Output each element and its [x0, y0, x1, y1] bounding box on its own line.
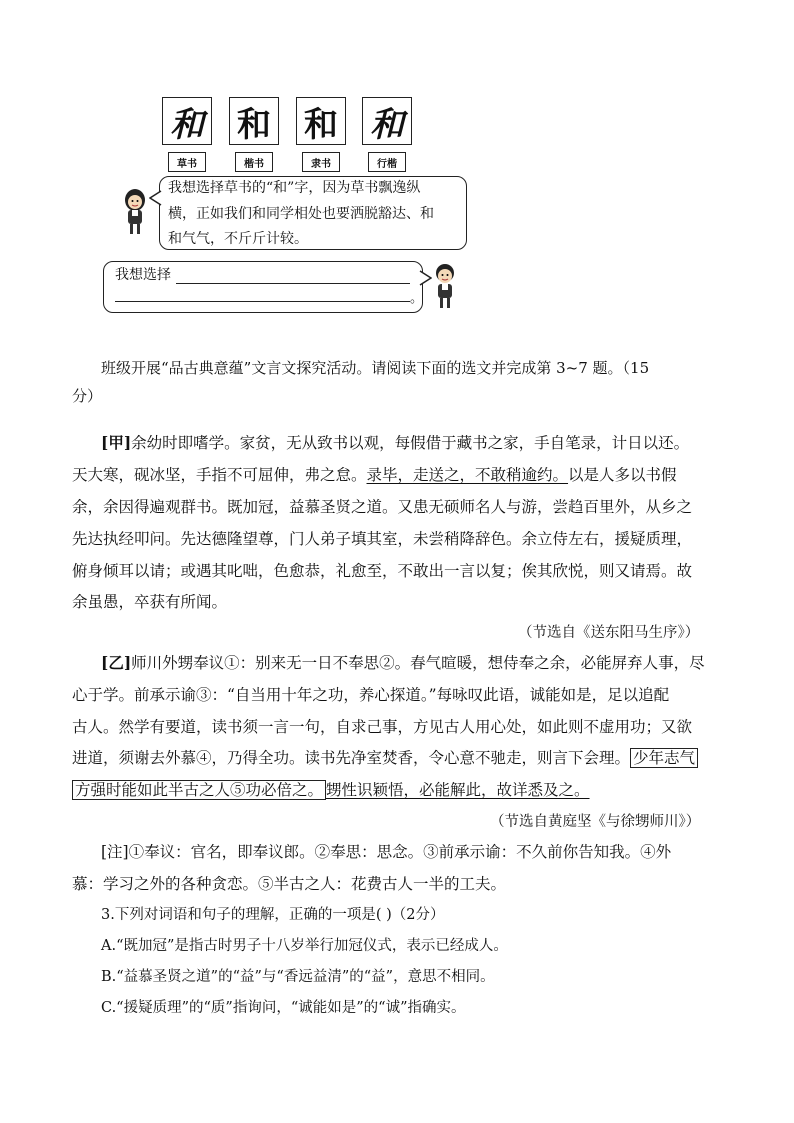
jia-line-1: [甲]余幼时即嗜学。家贫，无从致书以观，每假借于藏书之家，手自笔录，计日以还。 — [101, 433, 690, 452]
intro-line-1: 班级开展“品古典意蕴”文言文探究活动。请阅读下面的选文并完成第 3~7 题。（15 — [101, 359, 650, 377]
yi-underlined-sentence: 甥性识颖悟，必能解此，故详悉及之。 — [326, 781, 590, 799]
student-boy-icon — [430, 262, 460, 310]
bubble-2-prompt: 我想选择 — [115, 267, 171, 283]
calligraphy-clerical: 和 — [296, 97, 346, 145]
jia-tag: [甲] — [101, 433, 132, 452]
jia-underlined-sentence: 录毕，走送之，不敢稍逾约。 — [366, 466, 569, 484]
question-stem: 3.下列对词语和句子的理解，正确的一项是( )（2分） — [101, 907, 445, 923]
option-a[interactable]: A.“既加冠”是指古时男子十八岁举行加冠仪式，表示已经成人。 — [101, 938, 508, 954]
label-running: 行楷 — [368, 152, 406, 172]
label-cursive: 草书 — [168, 152, 206, 172]
jia-line-5: 俯身倾耳以请；或遇其叱咄，色愈恭，礼愈至，不敢出一言以复；俟其欣悦，则又请焉。故 — [72, 562, 693, 580]
yi-boxed-phrase-1: 少年志气 — [630, 748, 698, 768]
student-girl-icon — [120, 188, 150, 236]
intro-line-2: 分） — [72, 387, 103, 405]
bubble-2-end: 。 — [410, 291, 424, 306]
calligraphy-regular: 和 — [229, 97, 279, 145]
note-line-2: 慕：学习之外的各种贪恋。⑤半古之人：花费古人一半的工夫。 — [72, 875, 507, 893]
jia-line-4: 先达执经叩问。先达德隆望尊，门人弟子填其室，未尝稍降辞色。余立侍左右，援疑质理， — [72, 530, 693, 548]
option-b[interactable]: B.“益慕圣贤之道”的“益”与“香远益清”的“益”，意思不相同。 — [101, 969, 495, 985]
bubble-1-tail — [149, 190, 163, 206]
jia-line-6: 余虽愚，卒获有所闻。 — [72, 593, 228, 611]
answer-blank-2[interactable] — [115, 301, 410, 302]
bubble-1-line-1: 我想选择草书的“和”字，因为草书飘逸纵 — [168, 180, 421, 196]
label-clerical: 隶书 — [302, 152, 340, 172]
yi-line-1: [乙]师川外甥奉议①：别来无一日不奉思②。春气暄暖，想侍奉之余，必能屏弃人事，尽 — [101, 653, 705, 672]
jia-line-2: 天大寒，砚冰坚，手指不可屈伸，弗之怠。录毕，走送之，不敢稍逾约。以是人多以书假 — [72, 466, 677, 484]
yi-line-4: 进道，须谢去外慕④，乃得全功。读书先净室焚香，令心意不驰走，则言下会理。 少年志气 — [72, 748, 698, 768]
option-c[interactable]: C.“援疑质理”的“质”指询问，“诚能如是”的“诚”指确实。 — [101, 1000, 466, 1016]
label-regular: 楷书 — [235, 152, 273, 172]
bubble-1-line-3: 和气气，不斤斤计较。 — [168, 231, 308, 247]
jia-line-3: 余，余因得遍观群书。既加冠，益慕圣贤之道。又患无硕师名人与游，尝趋百里外，从乡之 — [72, 498, 693, 516]
jia-source: （节选自《送东阳马生序》） — [518, 625, 700, 641]
yi-line-2: 心于学。前承示谕③：“自当用十年之功，养心探道。”每咏叹此语，诚能如是，足以追配 — [72, 686, 670, 704]
yi-line-3: 古人。然学有要道，读书须一言一句，自求己事，方见古人用心处，如此则不虚用功；又欲 — [72, 718, 693, 736]
yi-tag: [乙] — [101, 653, 132, 672]
note-line-1: [注]①奉议：官名，即奉议郎。②奉思：思念。③前承示谕：不久前你告知我。④外 — [101, 843, 672, 861]
bubble-1-line-2: 横，正如我们和同学相处也要洒脱豁达、和 — [168, 206, 434, 222]
calligraphy-running: 和 — [362, 97, 412, 145]
calligraphy-cursive: 和 — [162, 97, 212, 145]
answer-blank-1[interactable] — [176, 283, 410, 284]
yi-source: （节选自黄庭坚《与徐甥师川》） — [490, 814, 701, 830]
yi-line-5 — [72, 780, 590, 800]
yi-boxed-phrase-2: 方强时能如此半古之人⑤功必倍之。 — [72, 780, 326, 800]
